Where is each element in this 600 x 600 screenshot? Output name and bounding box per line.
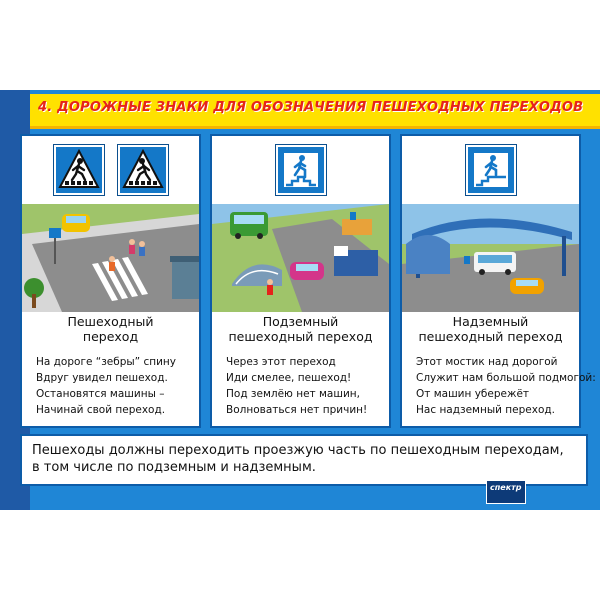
publisher-credits bbox=[528, 480, 594, 504]
publisher-logo-text: спектр bbox=[490, 483, 522, 492]
poem-line: Вдруг увидел пешеход. bbox=[36, 372, 168, 384]
panel-underground-crossing bbox=[210, 134, 391, 428]
overhead-crossing-illustration bbox=[402, 204, 579, 312]
panel-pedestrian-crossing bbox=[20, 134, 201, 428]
underground-crossing-illustration bbox=[212, 204, 389, 312]
poem-line: Нас надземный переход. bbox=[416, 404, 555, 416]
rule-box bbox=[20, 434, 588, 486]
poem-line: Остановятся машины – bbox=[36, 388, 165, 400]
panel-title-line2: переход bbox=[82, 329, 139, 344]
poem-line: От машин убережёт bbox=[416, 388, 530, 400]
panel-title-line2: пешеходный переход bbox=[228, 329, 373, 344]
sign-row bbox=[22, 136, 199, 204]
title-bar bbox=[30, 94, 600, 129]
panel-poem bbox=[226, 354, 386, 418]
pedestrian-crossing-sign-icon bbox=[54, 145, 104, 195]
panel-title-line1: Подземный bbox=[262, 314, 339, 329]
rule-line1: Пешеходы должны переходить проезжую часть по пешеходным переходам, bbox=[32, 443, 564, 458]
zebra-crossing-illustration bbox=[22, 204, 199, 312]
panel-title-line1: Надземный bbox=[452, 314, 529, 329]
page-title: 4. ДОРОЖНЫЕ ЗНАКИ ДЛЯ ОБОЗНАЧЕНИЯ ПЕШЕХОДНЫХ ПЕРЕХОДОВ bbox=[38, 100, 584, 115]
pedestrian-crossing-sign-icon bbox=[118, 145, 168, 195]
panel-title bbox=[212, 314, 389, 344]
poem-line: Служит нам большой подмогой: bbox=[416, 372, 596, 384]
underground-crossing-sign-icon bbox=[276, 145, 326, 195]
rule-text bbox=[32, 442, 577, 476]
poster bbox=[0, 90, 600, 510]
poem-line: Через этот переход bbox=[226, 356, 336, 368]
sign-row bbox=[212, 136, 389, 204]
panel-poem bbox=[36, 354, 196, 418]
poem-line: Этот мостик над дорогой bbox=[416, 356, 558, 368]
poem-line: Иди смелее, пешеход! bbox=[226, 372, 352, 384]
panel-title-line2: пешеходный переход bbox=[418, 329, 563, 344]
rule-line2: в том числе по подземным и надземным. bbox=[32, 460, 316, 475]
panel-title bbox=[402, 314, 579, 344]
overhead-crossing-sign-icon bbox=[466, 145, 516, 195]
poem-line: Под землёю нет машин, bbox=[226, 388, 360, 400]
panel-title bbox=[22, 314, 199, 344]
poem-line: На дороге “зебры” спину bbox=[36, 356, 176, 368]
poem-line: Волноваться нет причин! bbox=[226, 404, 368, 416]
sign-row bbox=[402, 136, 579, 204]
panel-poem bbox=[416, 354, 596, 418]
panel-title-line1: Пешеходный bbox=[67, 314, 154, 329]
panel-overhead-crossing bbox=[400, 134, 596, 428]
publisher-logo bbox=[486, 480, 526, 504]
poem-line: Начинай свой переход. bbox=[36, 404, 166, 416]
